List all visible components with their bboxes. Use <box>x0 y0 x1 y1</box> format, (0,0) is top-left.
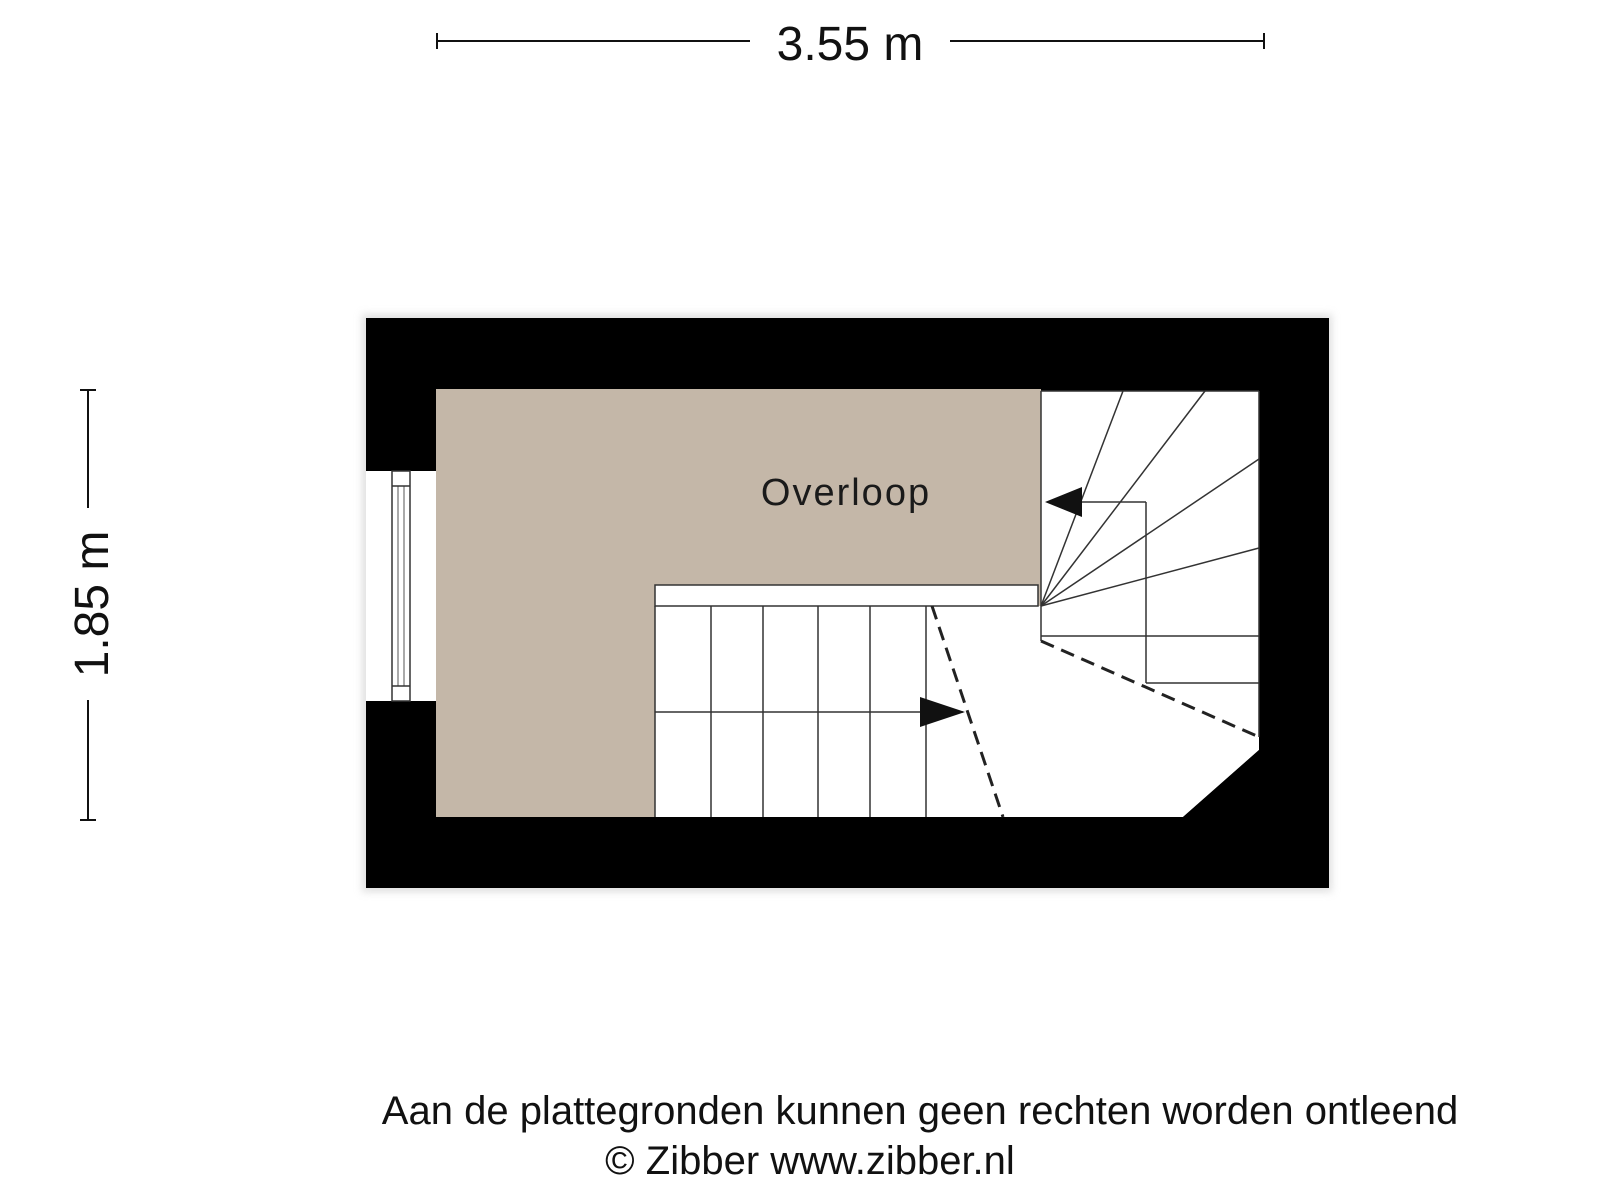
width-dimension <box>437 18 1264 71</box>
window <box>366 471 436 701</box>
copyright-text: © Zibber www.zibber.nl <box>605 1139 1015 1183</box>
disclaimer-text: Aan de plattegronden kunnen geen rechten worden ontleend <box>381 1089 1459 1133</box>
width-dimension-label: 3.55 m <box>776 18 924 71</box>
height-dimension-label: 1.85 m <box>66 530 119 678</box>
height-dimension <box>66 390 119 820</box>
stair-railing <box>655 585 1038 606</box>
room-label-overloop: Overloop <box>760 472 932 514</box>
